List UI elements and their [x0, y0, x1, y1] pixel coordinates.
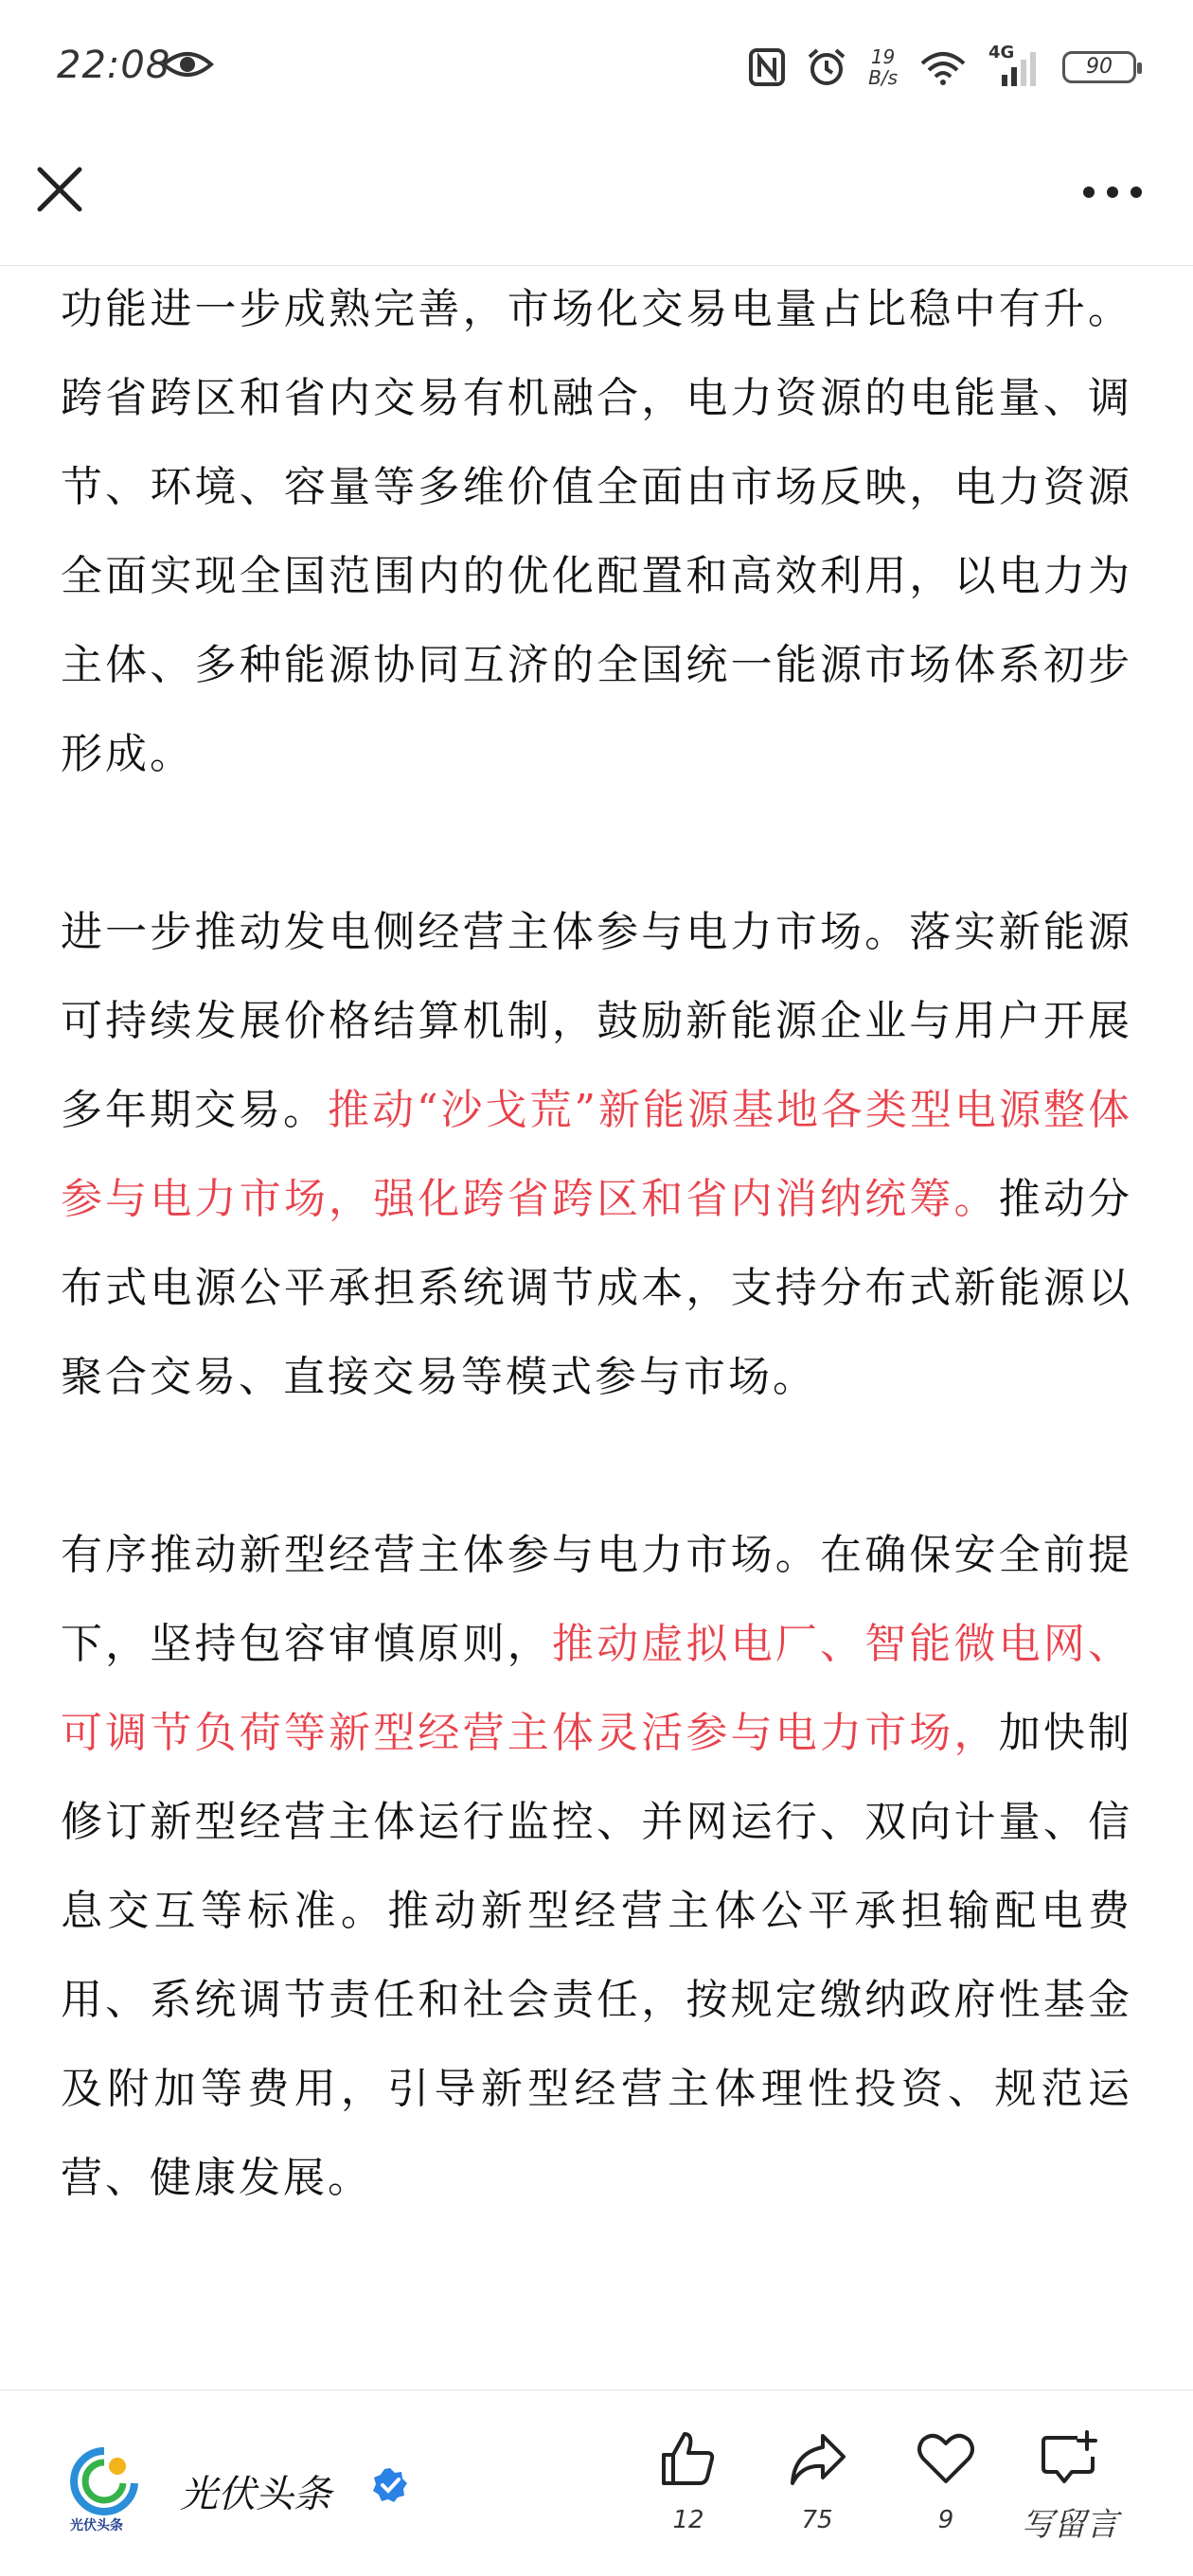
share-icon: [787, 2428, 847, 2489]
share-button[interactable]: [765, 2428, 869, 2534]
article-paragraph: [61, 1511, 1132, 2223]
share-count: 75: [801, 2506, 833, 2534]
nfc-icon: [749, 48, 785, 86]
more-icon[interactable]: [1079, 183, 1146, 202]
highlighted-text: 推动“沙戈荒”新能源基地各类型电源整体参与电力市场，强化跨省跨区和省内消纳统筹。: [61, 1086, 1132, 1223]
account-avatar[interactable]: [68, 2445, 140, 2517]
article-paragraph: [61, 265, 1132, 799]
signal-indicator: [988, 43, 1042, 88]
net-speed-unit: B/s: [868, 66, 898, 89]
write-comment-button[interactable]: [1018, 2428, 1122, 2545]
highlighted-text: 推动虚拟电厂、智能微电网、可调节负荷等新型经营主体灵活参与电力市场，: [61, 1620, 1133, 1757]
top-nav: [0, 137, 1193, 266]
status-icons: [749, 44, 1136, 91]
account-logo-text: 光伏头条: [70, 2518, 123, 2533]
paragraph-text: 加快制修订新型经营主体运行监控、并网运行、双向计量、信息交互等标准。推动新型经营主体公平承担输配电费用、系统调节责任和社会责任，按规定缴纳政府性基金及附加等费用，引导新型经营主体理性投资、规范运营、健康发展。: [61, 1709, 1133, 2202]
eye-icon: [161, 47, 214, 81]
net-speed-value: 19: [870, 45, 896, 68]
article-body: [61, 265, 1132, 2223]
alarm-icon: [806, 47, 847, 87]
status-bar: [0, 0, 1193, 137]
verified-badge-icon: [371, 2466, 409, 2504]
paragraph-text: 推动分布式电源公平承担系统调节成本，支持分布式新能源以聚合交易、直接交易等模式参与市场。: [61, 1175, 1133, 1401]
like-count: 12: [672, 2506, 704, 2534]
article-paragraph: [61, 888, 1132, 1422]
net-speed: [868, 46, 898, 88]
write-comment-label: 写留言: [1022, 2506, 1118, 2544]
comment-icon: [1040, 2428, 1100, 2489]
battery-icon: 90: [1062, 51, 1136, 83]
close-icon[interactable]: [34, 164, 85, 215]
heart-icon: [916, 2428, 976, 2489]
favorite-button[interactable]: [894, 2428, 998, 2534]
signal-icon: [988, 46, 1042, 88]
paragraph-text: 功能进一步成熟完善，市场化交易电量占比稳中有升。跨省跨区和省内交易有机融合，电力资源的电能量、调节、环境、容量等多维价值全面由市场反映，电力资源全面实现全国范围内的优化配置和高效利用，以电力为主体、多种能源协同互济的全国统一能源市场体系初步形成。: [61, 285, 1132, 778]
network-type: 4G: [988, 43, 1015, 62]
account-name[interactable]: 光伏头条: [180, 2473, 331, 2516]
like-button[interactable]: [636, 2428, 740, 2534]
wifi-icon: [918, 48, 968, 86]
paragraph-text: 进一步推动发电侧经营主体参与电力市场。落实新能源可持续发展价格结算机制，鼓励新能源企业与用户开展多年期交易。: [61, 908, 1132, 1134]
status-time: 22:08: [57, 44, 171, 87]
paragraph-text: 有序推动新型经营主体参与电力市场。在确保安全前提下，坚持包容审慎原则，: [61, 1531, 1132, 1668]
favorite-count: 9: [937, 2506, 954, 2534]
thumbs-up-icon: [658, 2428, 719, 2489]
bottom-bar: [0, 2389, 1193, 2576]
